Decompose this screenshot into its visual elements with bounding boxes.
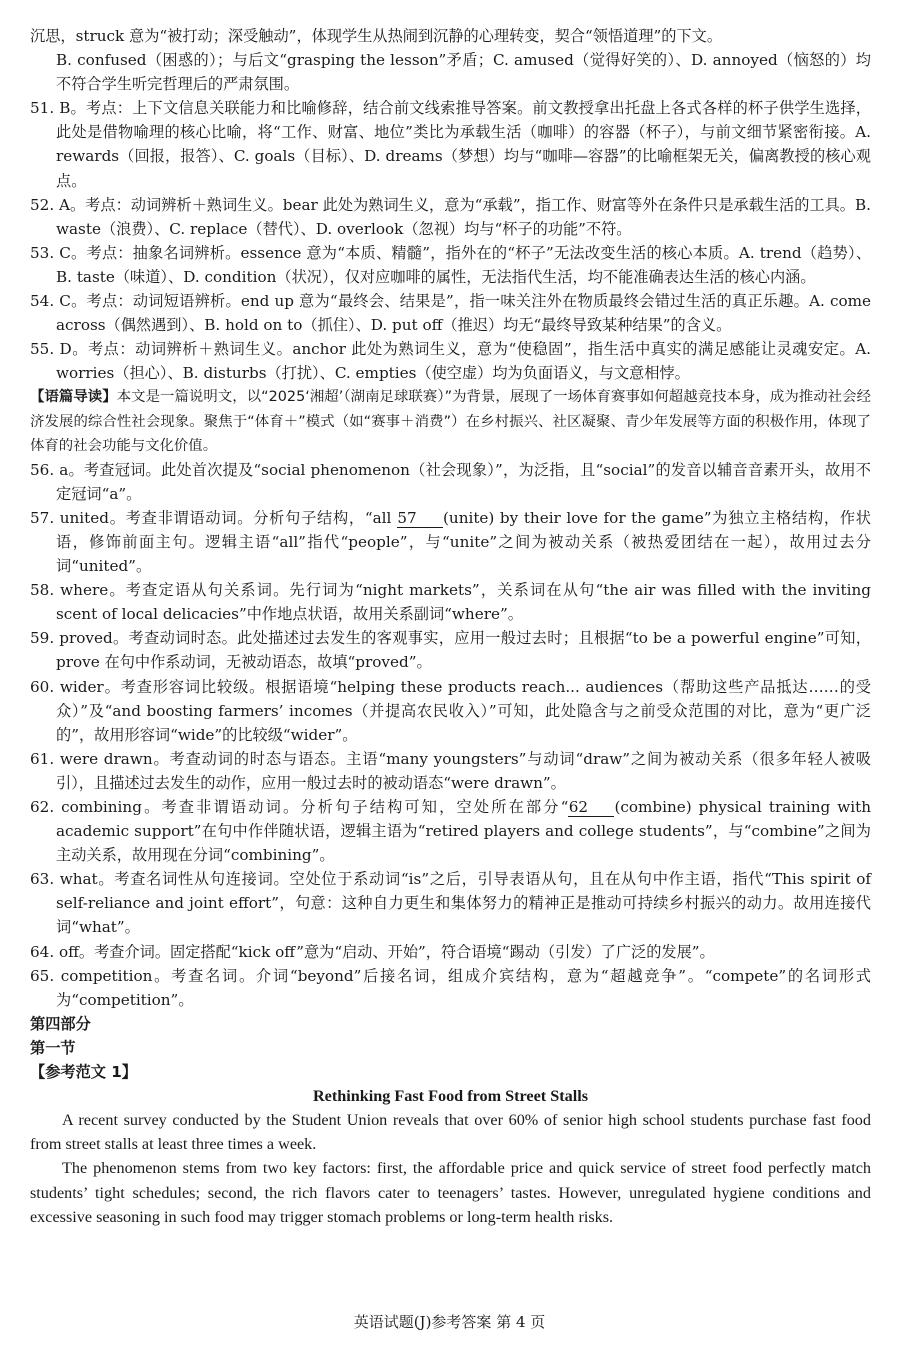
answer-57-pre: 57. united。考查非谓语动词。分析句子结构，“all (30, 508, 397, 527)
continuation-line-2 (30, 48, 871, 96)
answer-53: 53. C。考点：抽象名词辨析。essence 意为“本质、精髓”，指外在的“杯子”无法改变生活的核心本质。A. trend（趋势）、B. taste（味道）、D. condition（状况），仅对应咖啡的属性，无法指代生活，均不能准确表达生活的核心内涵。 (30, 243, 871, 286)
answer-57 (30, 506, 871, 578)
answer-64: 64. off。考查介词。固定搭配“kick off”意为“启动、开始”，符合语境“踢动（引发）了广泛的发展”。 (30, 942, 715, 961)
sample-essay-label: 【参考范文 1】 (30, 1063, 137, 1082)
essay-paragraph-2: The phenomenon stems from two key factors: first, the affordable price and quick service of street food perfectly match students’ tight schedules; second, the rich flavors cater to teenagers’ tastes. However, unregulated hygiene conditions and excessive seasoning in such food may trigger stomach problems or long-term health risks. (30, 1159, 871, 1226)
answer-52: 52. A。考点：动词辨析＋熟词生义。bear 此处为熟词生义，意为“承载”，指工作、财富等外在条件只是承载生活的工具。B. waste（浪费）、C. replace（替代）、D. overlook（忽视）均与“杯子的功能”不符。 (30, 195, 871, 238)
answer-59: 59. proved。考查动词时态。此处描述过去发生的客观事实，应用一般过去时；且根据“to be a powerful engine”可知，prove 在句中作系动词，无被动语态，故填“proved”。 (30, 629, 871, 672)
continuation-line-1: 沉思，struck 意为“被打动；深受触动”，体现学生从热闹到沉静的心理转变，契合“领悟道理”的下文。 (30, 27, 723, 45)
answer-57-post: (unite) by their love for the game”为独立主格结构，作状语，修饰前面主句。逻辑主语“all”指代“people”，与“unite”之间为被动关系（被热爱团结在一起），故用过去分词“united”。 (56, 508, 871, 576)
essay-title: Rethinking Fast Food from Street Stalls (312, 1087, 589, 1106)
answer-51: 51. B。考点：上下文信息关联能力和比喻修辞，结合前文线索推导答案。前文教授拿出托盘上各式各样的杯子供学生选择，此处是借物喻理的核心比喻，将“工作、财富、地位”类比为承载生活（咖啡）的容器（杯子），与前文细节紧密衔接。A. rewards（回报，报答）、C. goals（目标）、D. dreams（梦想）均与“咖啡—容器”的比喻框架无关，偏离教授的核心观点。 (30, 99, 871, 190)
essay-paragraph-1: A recent survey conducted by the Student Union reveals that over 60% of senior high school students purchase fast food from street stalls at least three times a week. (30, 1111, 871, 1154)
continuation-text-3: 符合学生听完哲理后的严肃氛围。 (71, 75, 299, 94)
answer-62 (30, 795, 871, 867)
answer-58: 58. where。考查定语从句关系词。先行词为“night markets”，关系词在从句“the air was filled with the inviting scent of local delicacies”中作地点状语，故用关系副词“where”。 (30, 581, 871, 624)
continuation-text-2: B. confused（困惑的）；与后文“grasping the lesson”矛盾；C. amused（觉得好笑的）、D. annoyed（恼怒的）均不 (56, 51, 871, 94)
answer-55: 55. D。考点：动词辨析＋熟词生义。anchor 此处为熟词生义，意为“使稳固”，指生活中真实的满足感能让灵魂安定。A. worries（担心）、B. disturbs（打扰）、C. empties（使空虚）均为负面语义，与文意相悖。 (30, 340, 871, 383)
answer-61: 61. were drawn。考查动词的时态与语态。主语“many youngsters”与动词“draw”之间为被动关系（很多年轻人被吸引），且描述过去发生的动作，应用一般过去时的被动语态“were drawn”。 (30, 749, 871, 792)
answer-56: 56. a。考查冠词。此处首次提及“social phenomenon（社会现象）”，为泛指，且“social”的发音以辅音音素开头，故用不定冠词“a”。 (30, 460, 871, 503)
answer-57-blank: 57 (397, 509, 443, 528)
answer-62-post: (combine) physical training with academic support”在句中作伴随状语，逻辑主语为“retired players and college students”，与“combine”之间为主动关系，故用现在分词“combining”。 (56, 798, 871, 865)
passage-guide (30, 385, 871, 457)
answer-65: 65. competition。考查名词。介词“beyond”后接名词，组成介宾结构，意为“超越竞争”。“compete”的名词形式为“competition”。 (30, 966, 871, 1009)
answer-63: 63. what。考查名词性从句连接词。空处位于系动词“is”之后，引导表语从句，且在从句中作主语，指代“This spirit of self-reliance and joint effort”，句意：这种自力更生和集体努力的精神正是推动可持续乡村振兴的动力。故用连接代词“what”。 (30, 870, 871, 937)
answer-60: 60. wider。考查形容词比较级。根据语境“helping these products reach... audiences（帮助这些产品抵达……的受众）”及“and boosting farmers’ incomes（并提高农民收入）”可知，此处隐含与之前受众范围的对比，意为“更广泛的”，故用形容词“wide”的比较级“wider”。 (30, 677, 871, 744)
section-part-heading: 第四部分 (30, 1014, 91, 1033)
section-sub-heading: 第一节 (30, 1038, 76, 1057)
page-footer: 英语试题(J)参考答案 第 4 页 (353, 1313, 546, 1331)
passage-guide-text: 本文是一篇说明文，以“2025‘湘超’（湖南足球联赛）”为背景，展现了一场体育赛事如何超越竞技本身，成为推动社会经济发展的综合性社会现象。聚焦于“体育＋”模式（如“赛事＋消费”）在乡村振兴、社区凝聚、青少年发展等方面的积极作用，体现了体育的社会功能与文化价值。 (30, 389, 871, 454)
answer-54: 54. C。考点：动词短语辨析。end up 意为“最终会、结果是”，指一味关注外在物质最终会错过生活的真正乐趣。A. come across（偶然遇到）、B. hold on to（抓住）、D. put off（推迟）均无“最终导致某种结果”的含义。 (30, 292, 871, 335)
answer-62-pre: 62. combining。考查非谓语动词。分析句子结构可知，空处所在部分“ (30, 798, 569, 816)
passage-guide-label: 【语篇导读】 (30, 389, 117, 406)
answer-62-blank: 62 (568, 798, 614, 817)
sample-essay (30, 1084, 871, 1229)
